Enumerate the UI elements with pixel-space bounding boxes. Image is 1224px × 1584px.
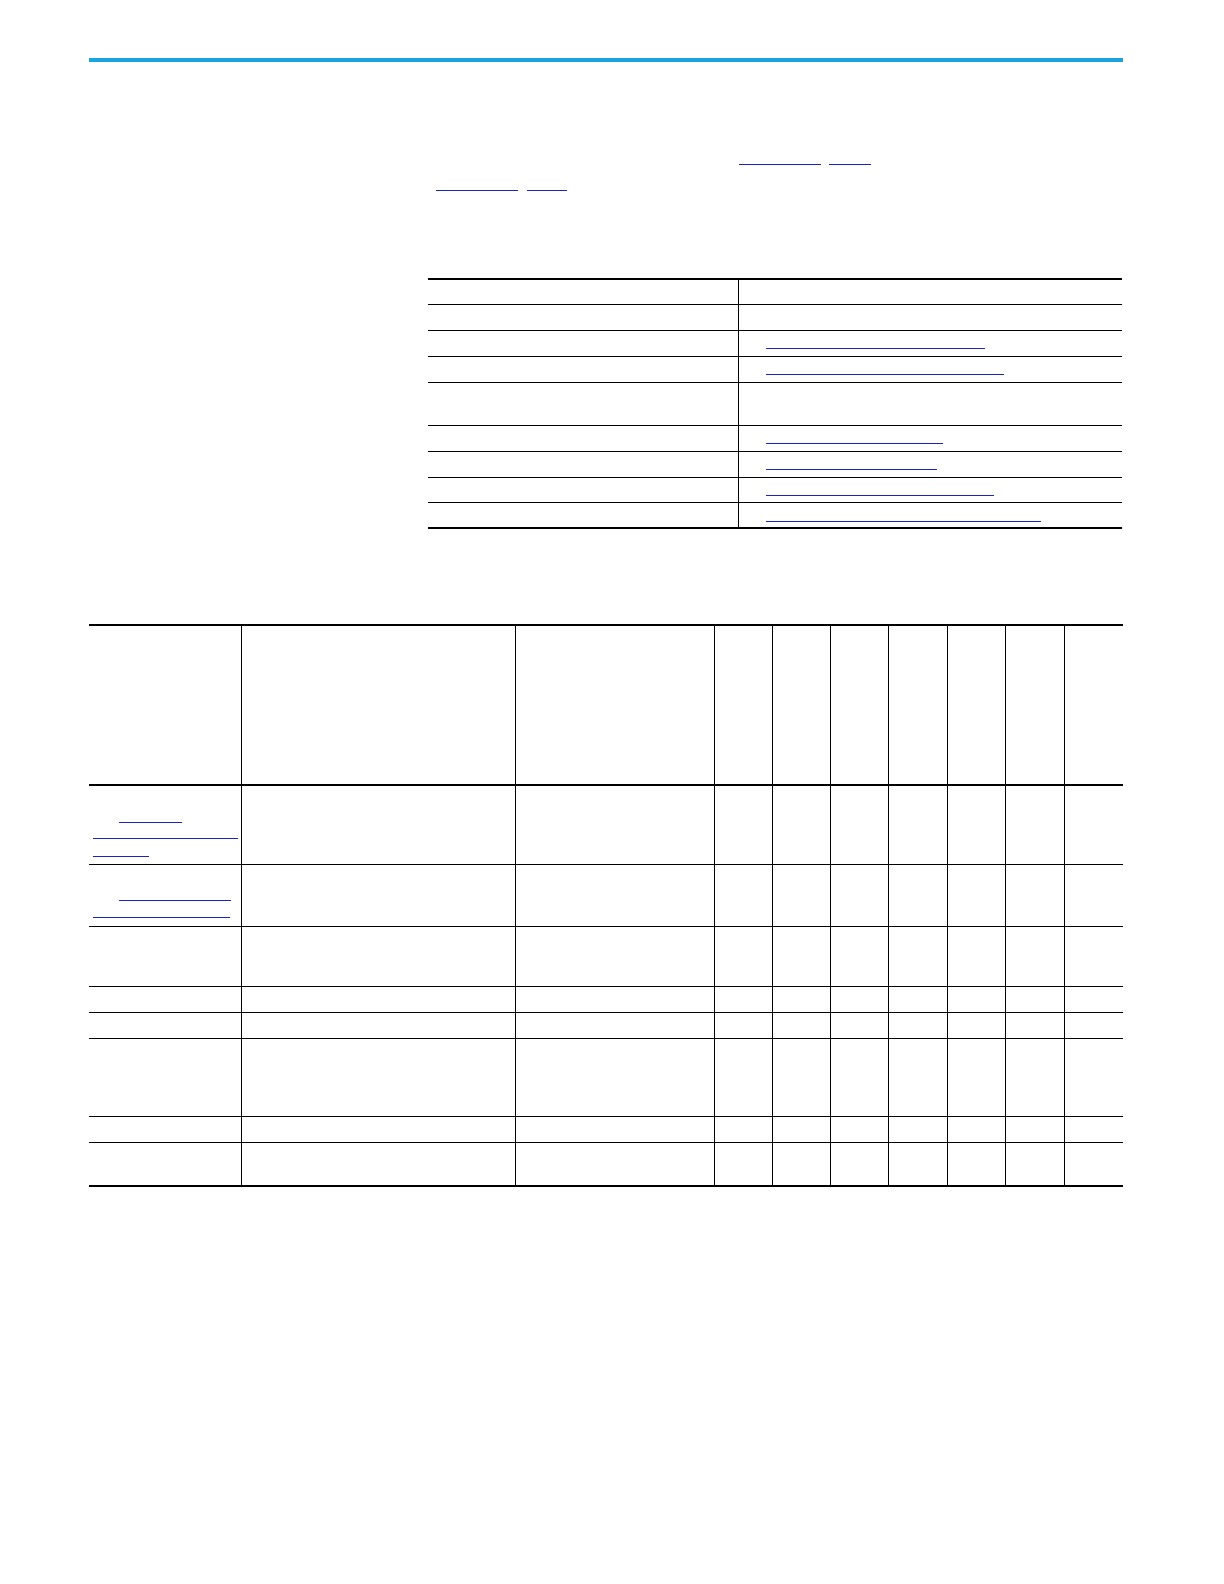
column-divider [1064,624,1065,1187]
intro-link-2[interactable] [829,164,871,165]
table-rule [89,1038,1123,1039]
table-rule [428,356,1122,357]
feature-link[interactable] [119,900,231,901]
table-rule [89,926,1123,927]
column-divider [714,624,715,1187]
table-rule [89,1142,1123,1143]
table-rule [428,382,1122,383]
resource-link[interactable] [766,521,1041,522]
resource-link[interactable] [766,469,937,470]
column-divider [738,278,739,528]
column-divider [772,624,773,1187]
resource-table [428,278,1122,529]
feature-link[interactable] [93,838,238,839]
table-rule [428,451,1122,452]
table-rule [428,527,1122,529]
table-rule [89,986,1123,987]
resource-link[interactable] [766,443,943,444]
table-rule [428,278,1122,280]
feature-link[interactable] [93,856,149,857]
table-rule [428,502,1122,503]
table-rule [89,1116,1123,1117]
header-accent-rule [89,58,1123,62]
table-rule [428,425,1122,426]
column-divider [1005,624,1006,1187]
resource-link[interactable] [766,348,985,349]
feature-link[interactable] [93,917,230,918]
intro-link-3[interactable] [436,190,518,191]
intro-link-1[interactable] [739,164,821,165]
table-rule [89,1012,1123,1013]
table-rule [428,304,1122,305]
column-divider [947,624,948,1187]
table-rule [89,1185,1123,1187]
table-rule [89,784,1123,786]
table-rule [428,330,1122,331]
resource-link[interactable] [766,495,994,496]
table-rule [89,624,1123,626]
column-divider [888,624,889,1187]
table-rule [89,864,1123,865]
table-rule [428,477,1122,478]
column-divider [515,624,516,1187]
feature-table [89,624,1123,1189]
intro-link-4[interactable] [527,190,567,191]
feature-link[interactable] [119,822,182,823]
column-divider [241,624,242,1187]
resource-link[interactable] [766,374,1004,375]
column-divider [830,624,831,1187]
